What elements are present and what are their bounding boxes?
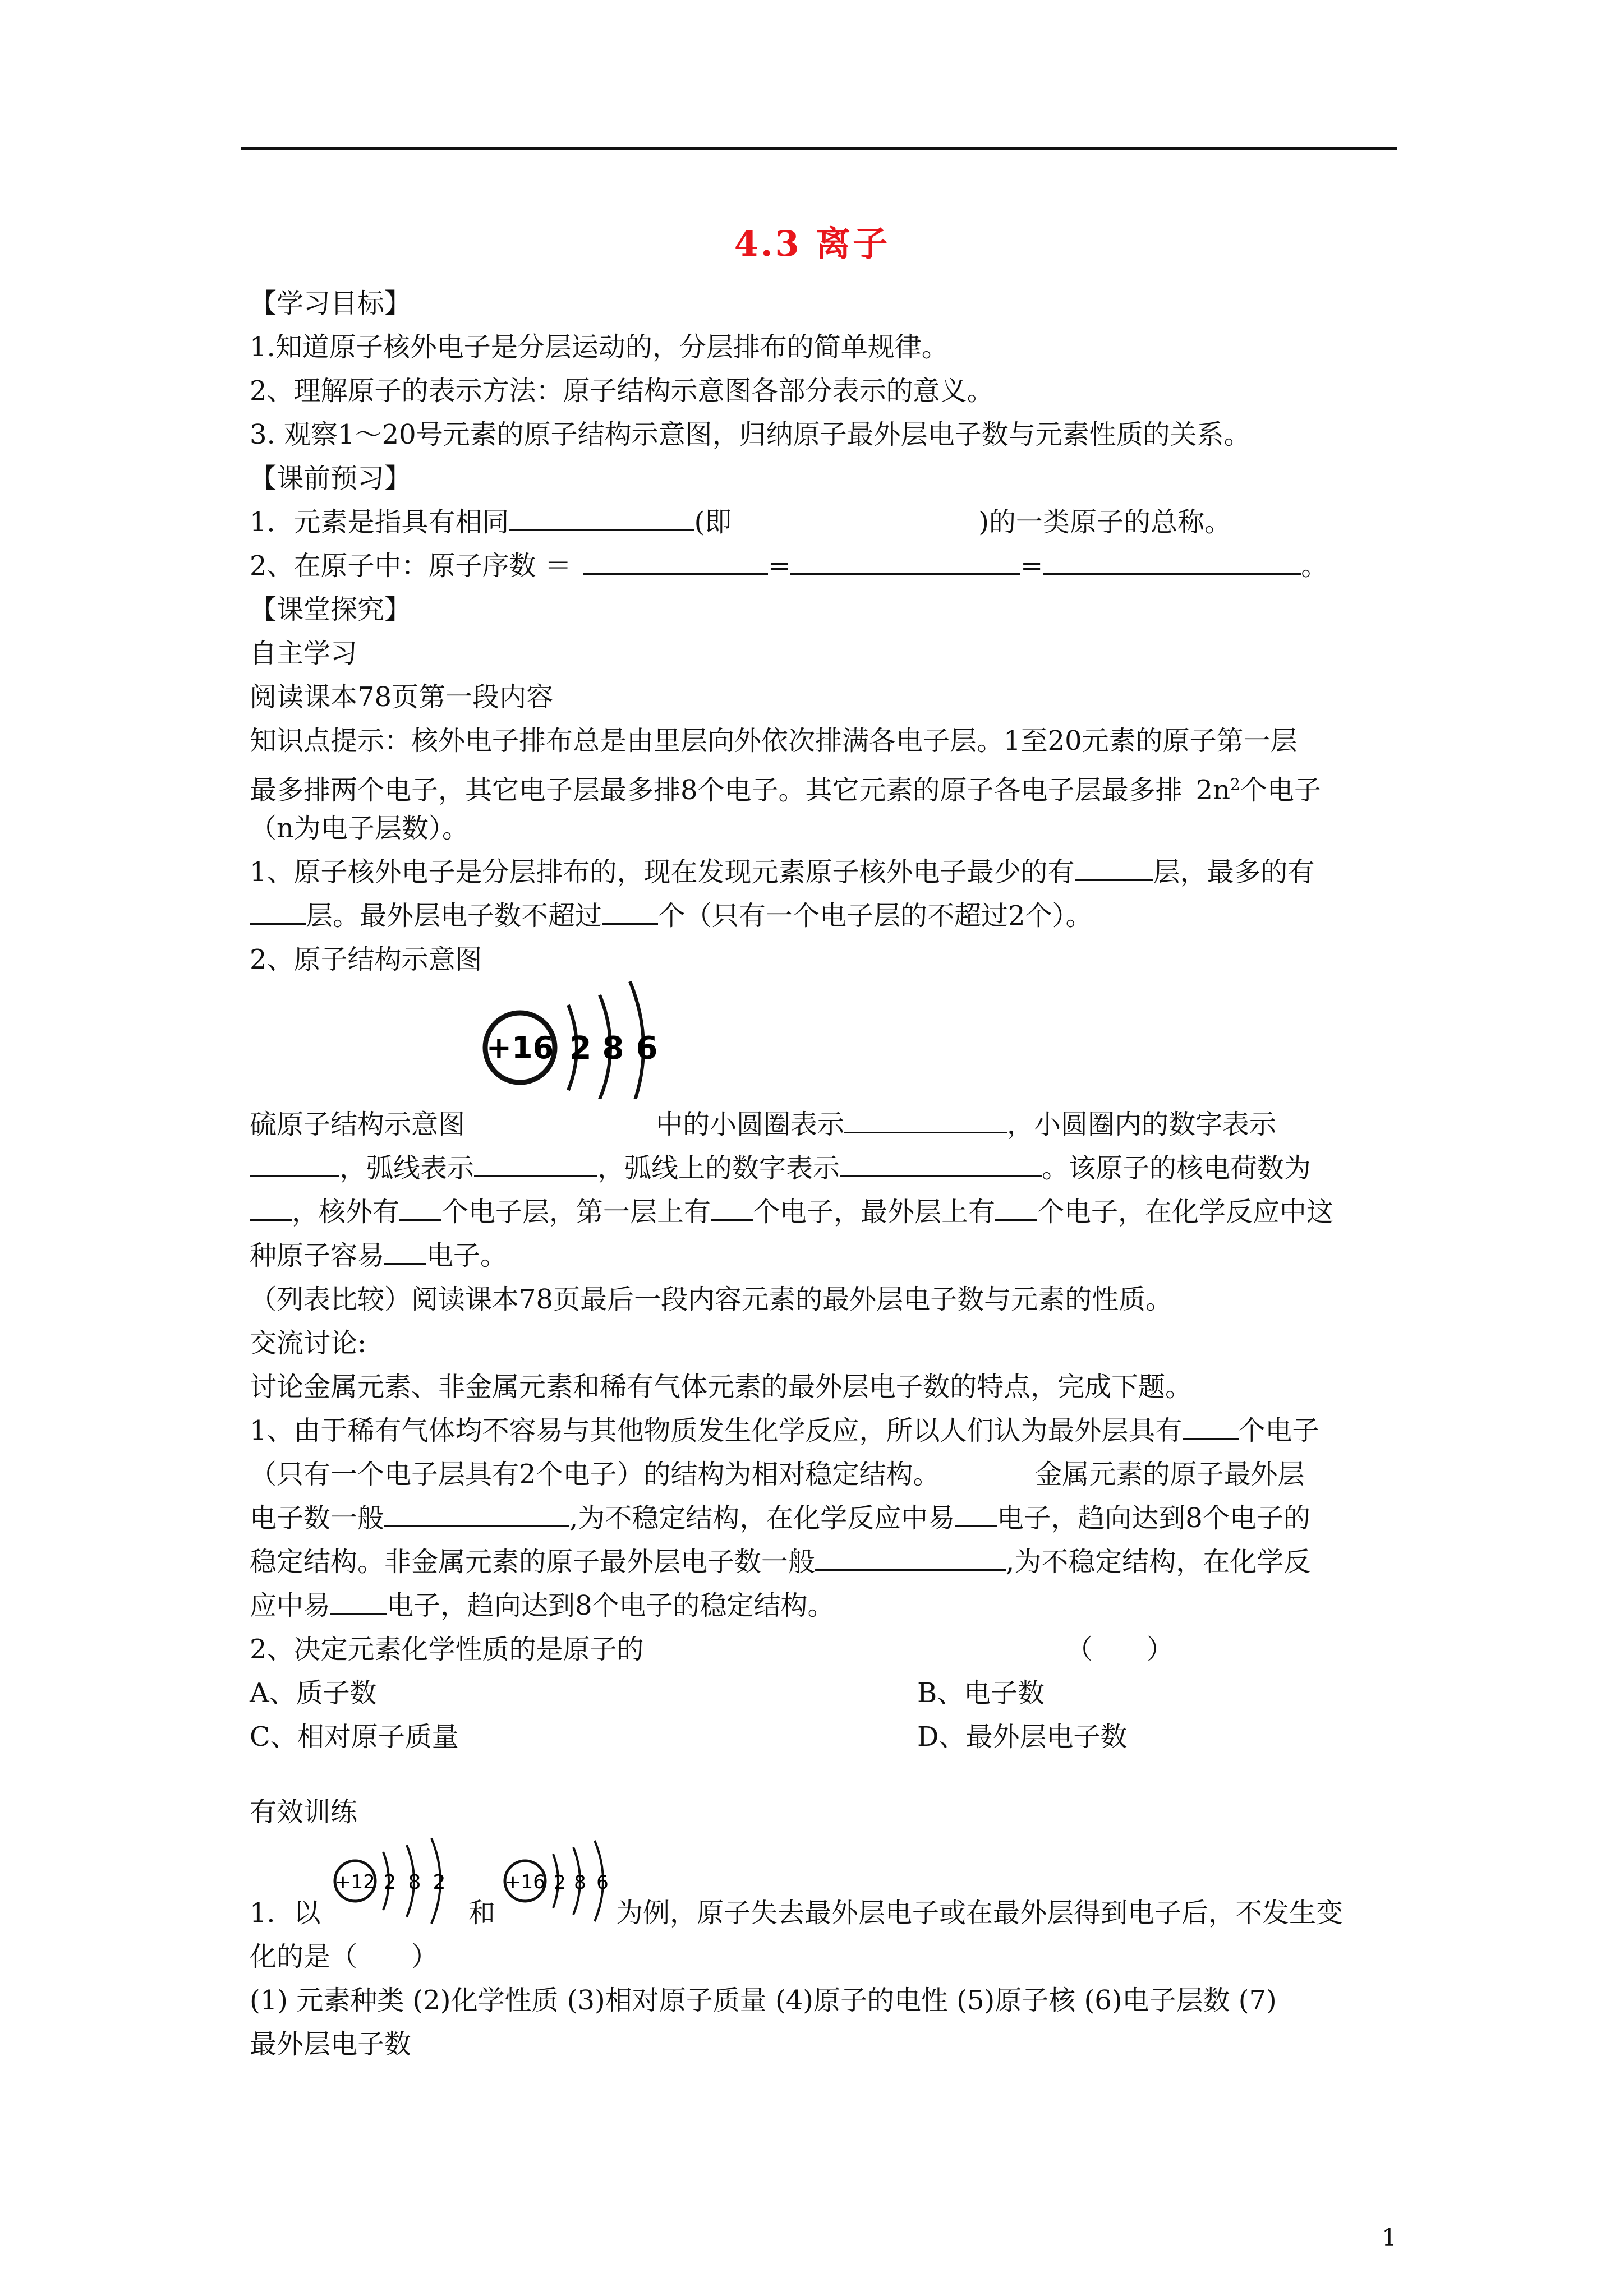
magnesium-atom-diagram <box>328 1834 457 1929</box>
shell-electrons-2: 8 <box>602 1030 624 1067</box>
discussion-q1-line4: 稳定结构。非金属元素的原子最外层电子数一般 ,为不稳定结构，在化学反 <box>250 1540 1310 1584</box>
training-q1-options-1: (1) 元素种类 (2)化学性质 (3)相对原子质量 (4)原子的电性 (5)原子核 (6)电子层数 (7) <box>250 1985 1277 2016</box>
training-q1-line2: 化的是（ ） <box>250 1941 439 1972</box>
option-b[interactable]: B、电子数 <box>917 1677 1045 1709</box>
answer-blank[interactable] <box>384 1238 426 1265</box>
preview-heading: 【课前预习】 <box>250 463 412 494</box>
objectives-heading: 【学习目标】 <box>250 288 412 319</box>
tip-line-2: 最多排两个电子，其它电子层最多排8个电子。其它元素的原子各电子层最多排 $2n^2$个电子 <box>250 774 1321 806</box>
answer-blank[interactable] <box>790 548 1020 575</box>
shell-electrons-1: 2 <box>554 1871 566 1894</box>
header-rule <box>241 147 1397 150</box>
sulfur-text-1: 硫原子结构示意图 中的小圆圈表示 ，小圆圈内的数字表示 <box>250 1103 1276 1146</box>
reading-instruction: 阅读课本78页第一段内容 <box>250 681 554 713</box>
tip-line-1: 知识点提示：核外电子排布总是由里层向外依次排满各电子层。1至20元素的原子第一层 <box>250 725 1298 757</box>
sulfur-text-3: ，核外有 个电子层，第一层上有 个电子，最外层上有 个电子，在化学反应中这 <box>250 1190 1333 1234</box>
page-number: 1 <box>1382 2224 1397 2251</box>
training-q1-options-2: 最外层电子数 <box>250 2028 412 2060</box>
shell-electrons-1: 2 <box>569 1030 592 1067</box>
answer-blank[interactable] <box>844 1107 1007 1133</box>
sulfur-text-2: ，弧线表示 ，弧线上的数字表示 。该原子的核电荷数为 <box>250 1146 1311 1190</box>
sulfur-atom-diagram <box>474 970 682 1099</box>
sulfur-atom-diagram-small <box>498 1834 622 1929</box>
tip-line-3: （n为电子层数）。 <box>250 813 469 844</box>
option-d[interactable]: D、最外层电子数 <box>917 1721 1128 1753</box>
shell-electrons-3: 2 <box>433 1871 446 1894</box>
answer-blank[interactable] <box>995 1195 1037 1221</box>
answer-blank[interactable] <box>602 898 658 925</box>
training-q1-text: 为例，原子失去最外层电子或在最外层得到电子后，不发生变 <box>616 1897 1344 1929</box>
page-title: 4.3 离子 <box>734 223 890 264</box>
option-a[interactable]: A、质子数 <box>250 1677 377 1709</box>
discussion-q1-line2: （只有一个电子层具有2个电子）的结构为相对稳定结构。 金属元素的原子最外层 <box>250 1459 1305 1490</box>
answer-blank[interactable] <box>399 1195 441 1221</box>
training-q1-and: 和 <box>468 1897 496 1929</box>
discussion-task: 讨论金属元素、非金属元素和稀有气体元素的最外层电子数的特点，完成下题。 <box>250 1371 1193 1403</box>
objective-1: 1.知道原子核外电子是分层运动的，分层排布的简单规律。 <box>250 331 949 363</box>
answer-blank[interactable] <box>955 1501 997 1527</box>
diagram-heading: 2、原子结构示意图 <box>250 944 482 975</box>
answer-blank[interactable] <box>250 1195 292 1221</box>
shell-electrons-2: 8 <box>408 1871 421 1894</box>
answer-blank[interactable] <box>1183 1413 1239 1440</box>
objective-3: 3. 观察1～20号元素的原子结构示意图，归纳原子最外层电子数与元素性质的关系。 <box>250 419 1251 450</box>
answer-blank[interactable] <box>711 1195 753 1221</box>
objective-2: 2、理解原子的表示方法：原子结构示意图各部分表示的意义。 <box>250 375 994 407</box>
answer-blank[interactable] <box>509 505 694 531</box>
answer-blank[interactable] <box>815 1545 1006 1571</box>
compare-instruction: （列表比较）阅读课本78页最后一段内容元素的最外层电子数与元素的性质。 <box>250 1284 1173 1315</box>
answer-blank[interactable] <box>474 1151 597 1177</box>
nucleus-charge: +16 <box>486 1030 554 1066</box>
answer-blank[interactable] <box>250 898 306 925</box>
nucleus-charge: +16 <box>505 1871 545 1893</box>
answer-blank[interactable] <box>1075 855 1153 881</box>
answer-blank[interactable] <box>384 1501 569 1527</box>
self-study-label: 自主学习 <box>250 638 358 669</box>
answer-blank[interactable] <box>840 1151 1042 1177</box>
discussion-q1-line5: 应中易 电子，趋向达到8个电子的稳定结构。 <box>250 1584 835 1628</box>
answer-blank[interactable] <box>1043 548 1301 575</box>
discussion-label: 交流讨论: <box>250 1327 367 1359</box>
preview-q2: 2、在原子中：原子序数 ＝ = = 。 <box>250 544 1328 588</box>
answer-parentheses[interactable]: （ ） <box>1066 1634 1174 1665</box>
answer-blank[interactable] <box>330 1588 387 1615</box>
explore-heading: 【课堂探究】 <box>250 594 412 625</box>
explore-q1-line1: 1、原子核外电子是分层排布的，现在发现元素原子核外电子最少的有 层，最多的有 <box>250 850 1315 894</box>
shell-electrons-3: 6 <box>636 1030 658 1067</box>
training-q1-prefix: 1．以 <box>250 1897 321 1929</box>
discussion-q1-line1: 1、由于稀有气体均不容易与其他物质发生化学反应，所以人们认为最外层具有 个电子 <box>250 1409 1319 1453</box>
shell-electrons-3: 6 <box>596 1871 609 1894</box>
sulfur-text-4: 种原子容易 电子。 <box>250 1234 507 1278</box>
answer-blank[interactable] <box>583 548 768 575</box>
shell-electrons-2: 8 <box>574 1871 586 1894</box>
training-heading: 有效训练 <box>250 1796 358 1828</box>
discussion-q2: 2、决定元素化学性质的是原子的 <box>250 1634 644 1665</box>
nucleus-charge: +12 <box>335 1871 375 1893</box>
option-c[interactable]: C、相对原子质量 <box>250 1721 459 1753</box>
preview-q1: 1．元素是指具有相同 (即 )的一类原子的总称。 <box>250 500 1231 544</box>
discussion-q1-line3: 电子数一般 ,为不稳定结构，在化学反应中易 电子，趋向达到8个电子的 <box>250 1496 1310 1540</box>
explore-q1-line2: 层。最外层电子数不超过 个（只有一个电子层的不超过2个）。 <box>250 894 1093 938</box>
answer-blank[interactable] <box>250 1151 339 1177</box>
shell-electrons-1: 2 <box>383 1871 397 1894</box>
